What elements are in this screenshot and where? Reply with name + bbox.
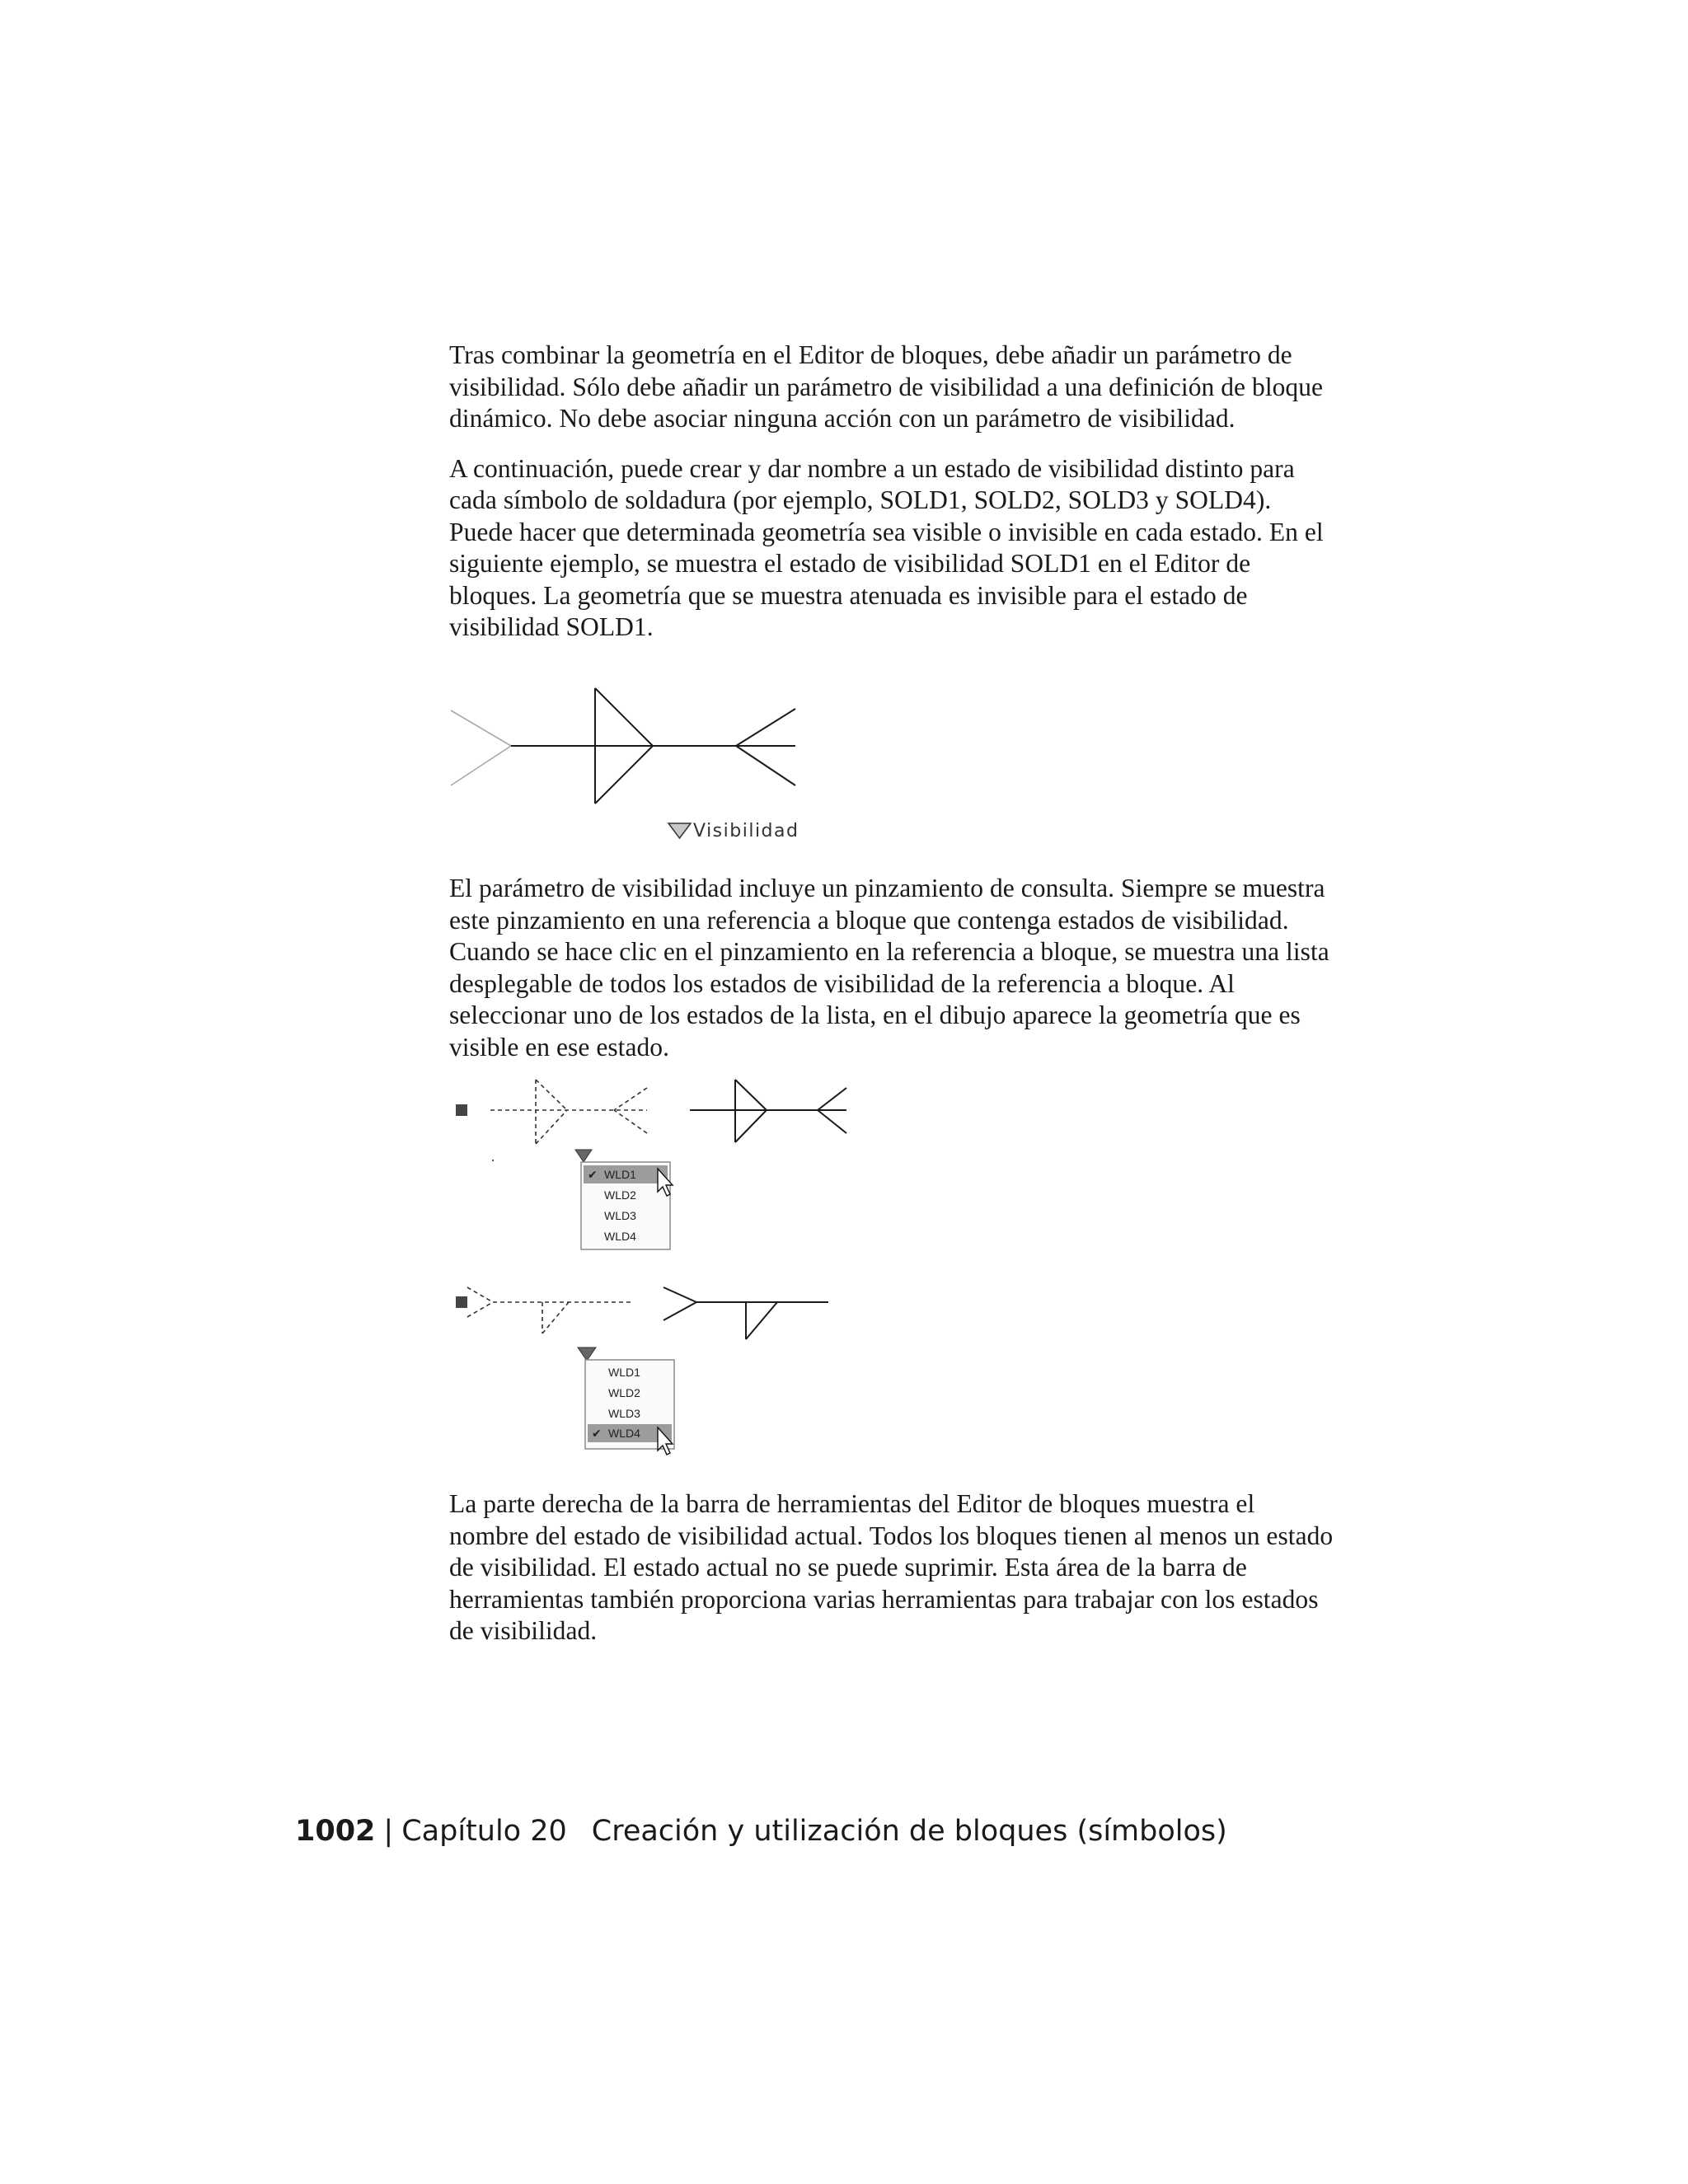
page-footer [295, 1815, 1227, 1848]
paragraph-3: El parámetro de visibilidad incluye un pinzamiento de consulta. Siempre se muestra este pinzamiento en una referencia a bloque que contenga estados de visibilidad. Cuando se hace clic en el pinzamiento en la referencia a bloque, se muestra una lista desplegable de todos los estados de visibilidad de la referencia a bloque. Al seleccionar uno de los estados de la lista, en el dibujo aparece la geometría que es visible en ese estado. [449, 874, 1329, 1062]
list-item[interactable]: WLD3 [608, 1407, 640, 1420]
visibility-list-top[interactable] [581, 1162, 670, 1249]
visibility-lookup-figure [445, 1071, 874, 1467]
list-item[interactable]: WLD4 [604, 1230, 636, 1243]
block-grip-top [456, 1104, 467, 1116]
block-editor-weld-figure [445, 684, 824, 849]
list-item[interactable]: WLD1 [608, 1366, 640, 1379]
small-dot [492, 1160, 494, 1161]
list-item[interactable]: WLD2 [608, 1386, 640, 1399]
solid-weld-top [690, 1080, 846, 1142]
footer-separator: | [383, 1815, 394, 1848]
paragraph-1: Tras combinar la geometría en el Editor de bloques, debe añadir un parámetro de visibilidad. Sólo debe añadir un parámetro de visibilidad a una definición de bloque dinámico. No debe asociar ninguna acción con un parámetro de visibilidad. [449, 340, 1324, 433]
body-text-middle [449, 873, 1339, 1081]
check-icon: ✔ [588, 1168, 598, 1181]
lookup-grip-top-icon[interactable] [575, 1150, 592, 1162]
dashed-weld-top [490, 1080, 647, 1144]
chapter-title: Creación y utilización de bloques (símbolos) [591, 1815, 1227, 1848]
dashed-weld-bottom [467, 1287, 632, 1333]
paragraph-2: A continuación, puede crear y dar nombre a un estado de visibilidad distinto para cada símbolo de soldadura (por ejemplo, SOLD1, SOLD2, SOLD3 y SOLD4). Puede hacer que determinada geometría sea visible o invisible en cada estado. En el siguiente ejemplo, se muestra el estado de visibilidad SOLD1 en el Editor de bloques. La geometría que se muestra atenuada es invisible para el estado de visibilidad SOLD1. [449, 453, 1324, 641]
visible-geometry [511, 688, 795, 804]
dimmed-geometry [451, 710, 511, 785]
visibility-parameter [668, 821, 799, 841]
list-item[interactable]: WLD1 [604, 1168, 636, 1181]
chapter-label: Capítulo 20 [401, 1815, 567, 1848]
list-item[interactable]: WLD3 [604, 1209, 636, 1222]
list-item[interactable]: WLD2 [604, 1188, 636, 1202]
check-icon: ✔ [592, 1427, 602, 1440]
list-item[interactable]: WLD4 [608, 1427, 640, 1440]
visibility-parameter-label: Visibilidad [693, 821, 799, 841]
block-grip-bottom [456, 1296, 467, 1308]
page-number: 1002 [295, 1815, 376, 1848]
body-text-top [449, 340, 1339, 662]
lookup-grip-icon [668, 823, 691, 838]
lookup-grip-bottom-icon[interactable] [578, 1347, 596, 1361]
solid-weld-bottom [663, 1287, 828, 1339]
body-text-bottom [449, 1488, 1339, 1666]
paragraph-4: La parte derecha de la barra de herramientas del Editor de bloques muestra el nombre del estado de visibilidad actual. Todos los bloques tienen al menos un estado de visibilidad. El estado actual no se puede suprimir. Esta área de la barra de herramientas también proporciona varias herramientas para trabajar con los estados de visibilidad. [449, 1489, 1334, 1645]
